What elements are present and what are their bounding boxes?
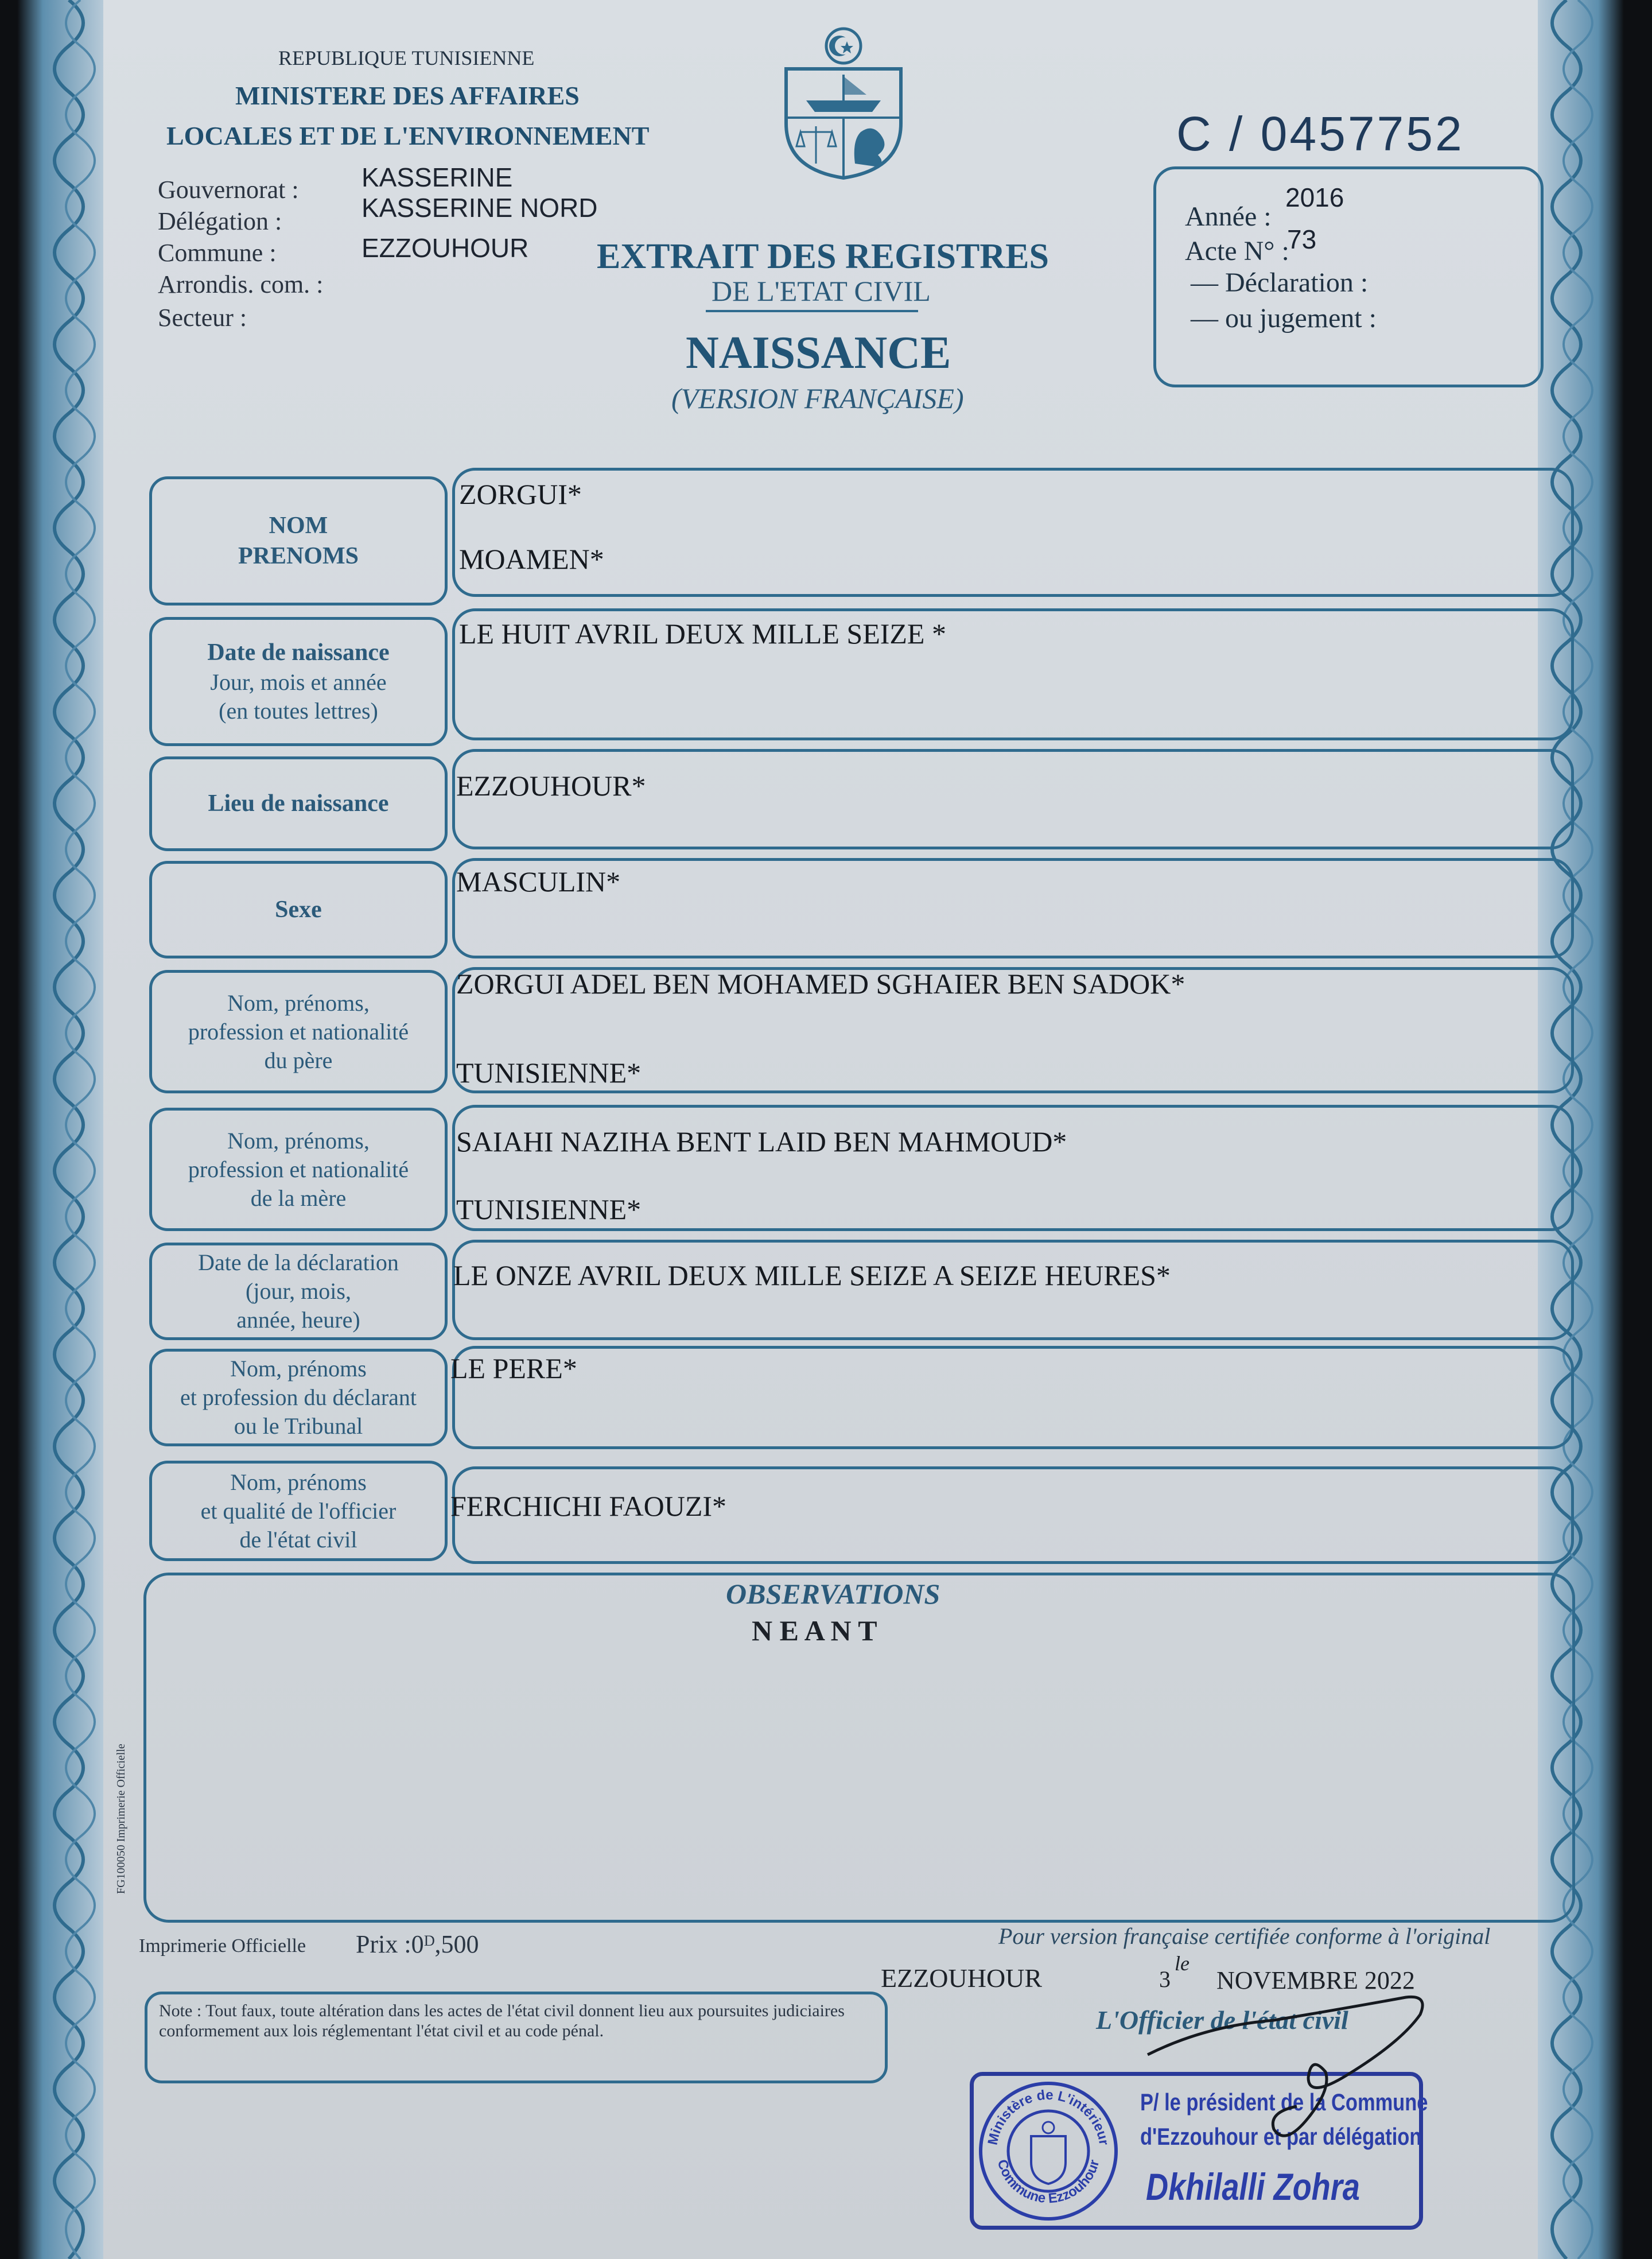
title-underline <box>706 310 918 312</box>
stamp-line-2: d'Ezzouhour et par délégation <box>1140 2123 1422 2150</box>
jugement-label: — ou jugement : <box>1191 303 1377 333</box>
declarant-value-box <box>452 1346 1574 1449</box>
sexe-value-box <box>452 858 1574 958</box>
issue-place: EZZOUHOUR <box>881 1963 1043 1993</box>
annee-value: 2016 <box>1285 183 1344 212</box>
commune-value: EZZOUHOUR <box>362 233 529 263</box>
declaration-date-label-box <box>149 1243 448 1340</box>
nom-value: ZORGUI* <box>459 478 582 510</box>
officer-title: L'Officier de l'état civil <box>1096 2005 1348 2035</box>
legal-note: Note : Tout faux, toute altération dans les actes de l'état civil donnent lieu aux poursuites judiciaires conformement aux lois réglementant l'état civil et au code pénal. <box>145 1992 888 2083</box>
nom-label: NOM <box>269 513 328 539</box>
imprimerie-label: Imprimerie Officielle <box>139 1935 306 1957</box>
birth-certificate <box>17 0 1624 2259</box>
delegation-value: KASSERINE NORD <box>362 193 598 223</box>
mere-label-3: de la mère <box>250 1185 347 1211</box>
prenoms-label: PRENOMS <box>238 542 359 569</box>
pere-label-box <box>149 970 448 1093</box>
pere-label-3: du père <box>264 1047 333 1073</box>
serial-number: C / 0457752 <box>1176 107 1464 161</box>
annee-label: Année : <box>1185 201 1272 232</box>
ministry-line-2: LOCALES ET DE L'ENVIRONNEMENT <box>166 121 650 150</box>
declaration-date-value: LE ONZE AVRIL DEUX MILLE SEIZE A SEIZE HEURES* <box>453 1259 1171 1291</box>
ministry-line-1: MINISTERE DES AFFAIRES <box>235 81 580 110</box>
gouvernorat-value: KASSERINE <box>362 162 513 192</box>
declarant-label-2: et profession du déclarant <box>180 1384 417 1410</box>
stamp-line-3: Dkhilalli Zohra <box>1146 2165 1360 2208</box>
mere-name-value: SAIAHI NAZIHA BENT LAID BEN MAHMOUD* <box>456 1125 1067 1158</box>
secteur-label: Secteur : <box>158 304 247 332</box>
title-line-2: DE L'ETAT CIVIL <box>712 275 931 307</box>
issue-month-year: NOVEMBRE 2022 <box>1216 1966 1415 1994</box>
coat-of-arms-icon <box>775 26 912 181</box>
declarant-value: LE PERE* <box>450 1352 577 1384</box>
stamp-seal-icon <box>974 2076 1129 2226</box>
declarant-label-box <box>149 1349 448 1446</box>
officier-label-1: Nom, prénoms <box>230 1469 367 1495</box>
date-naissance-sublabel-1: Jour, mois et année <box>210 669 387 695</box>
officier-label-3: de l'état civil <box>239 1526 357 1552</box>
document-type: NAISSANCE <box>686 328 951 378</box>
acte-number-label: Acte N° : <box>1185 236 1289 266</box>
sexe-label-box <box>149 861 448 958</box>
commune-label: Commune : <box>158 239 277 267</box>
officier-value: FERCHICHI FAOUZI* <box>450 1490 727 1522</box>
observations-title: OBSERVATIONS <box>726 1578 940 1610</box>
svg-text:Ministère de L'intérieur <box>985 2087 1111 2147</box>
sexe-value: MASCULIN* <box>456 865 621 898</box>
prenoms-value: MOAMEN* <box>459 543 604 575</box>
mere-nationality-value: TUNISIENNE* <box>456 1193 642 1225</box>
mere-label-1: Nom, prénoms, <box>227 1127 370 1154</box>
lieu-label-box <box>149 756 448 851</box>
observations-value: N E A N T <box>752 1614 877 1647</box>
issue-day-suffix: le <box>1175 1952 1190 1975</box>
republic-header: REPUBLIQUE TUNISIENNE <box>278 46 535 69</box>
gouvernorat-label: Gouvernorat : <box>158 176 299 204</box>
declaration-date-label-2: (jour, mois, <box>246 1278 351 1304</box>
stamp-line-1: P/ le président de la Commune <box>1140 2089 1428 2116</box>
nom-label-box <box>149 476 448 605</box>
declaration-date-label-3: année, heure) <box>236 1307 360 1333</box>
certified-conforme: Pour version française certifiée conforme à l'original <box>998 1923 1491 1949</box>
declaration-date-label-1: Date de la déclaration <box>198 1249 399 1275</box>
declarant-label-1: Nom, prénoms <box>230 1356 367 1381</box>
officer-signature <box>1136 1974 1457 2158</box>
pere-name-value: ZORGUI ADEL BEN MOHAMED SGHAIER BEN SADOK* <box>456 968 1185 1000</box>
stamp-ring-top: Ministère de L'intérieur <box>985 2087 1112 2147</box>
date-naissance-label: Date de naissance <box>207 639 390 666</box>
mere-label-box <box>149 1108 448 1231</box>
version-label: (VERSION FRANÇAISE) <box>671 382 964 414</box>
mere-label-2: profession et nationalité <box>188 1156 409 1182</box>
issue-day: 3 <box>1159 1966 1171 1992</box>
officier-label-box <box>149 1461 448 1561</box>
lieu-label: Lieu de naissance <box>208 790 389 817</box>
svg-text:Commune Ezzouhour <box>994 2158 1103 2207</box>
nom-value-box <box>452 468 1574 597</box>
acte-number-value: 73 <box>1287 224 1317 254</box>
date-naissance-value: LE HUIT AVRIL DEUX MILLE SEIZE * <box>459 618 946 650</box>
sexe-label: Sexe <box>275 896 322 923</box>
side-print-code: FG100050 Imprimerie Officielle <box>115 1744 127 1894</box>
acte-box <box>1153 166 1544 387</box>
pere-label-1: Nom, prénoms, <box>227 989 370 1016</box>
declarant-label-3: ou le Tribunal <box>234 1413 363 1439</box>
left-guilloche-border <box>17 0 103 2259</box>
officier-label-2: et qualité de l'officier <box>200 1497 397 1524</box>
date-naissance-label-box <box>149 617 448 746</box>
pere-nationality-value: TUNISIENNE* <box>456 1057 642 1089</box>
delegation-label: Délégation : <box>158 207 282 235</box>
title-line-1: EXTRAIT DES REGISTRES <box>597 237 1049 276</box>
stamp-ring-bottom: Commune Ezzouhour <box>994 2157 1103 2207</box>
date-naissance-sublabel-2: (en toutes lettres) <box>219 697 378 724</box>
price-label: Prix :0ᴰ,500 <box>356 1930 479 1958</box>
declaration-label: — Déclaration : <box>1191 267 1369 298</box>
arrondissement-label: Arrondis. com. : <box>158 270 324 298</box>
pere-label-2: profession et nationalité <box>188 1018 409 1045</box>
lieu-value: EZZOUHOUR* <box>456 770 646 802</box>
